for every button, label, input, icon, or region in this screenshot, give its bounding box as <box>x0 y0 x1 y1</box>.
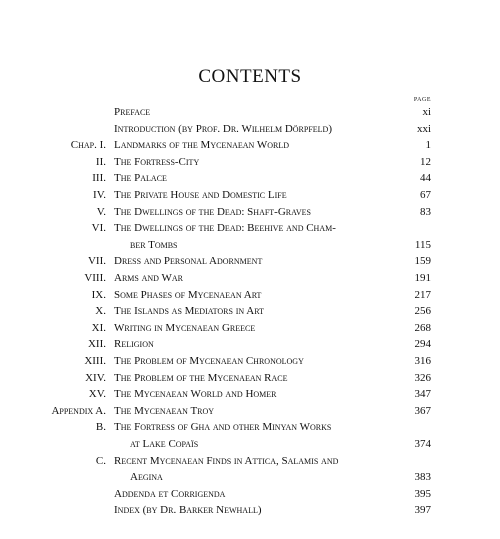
toc-entry <box>0 154 500 170</box>
toc-entry <box>0 419 500 435</box>
toc-entry-page: 294 <box>414 338 431 351</box>
toc-entry-number: C. <box>95 454 106 467</box>
toc-entry-number: V. <box>96 205 106 218</box>
toc-entry-title: The Problem of Mycenaean Chronology <box>114 355 304 367</box>
toc-entry-page: 12 <box>420 155 431 168</box>
toc-entry <box>0 137 500 153</box>
toc-entry-page: 268 <box>414 321 431 334</box>
page-title: CONTENTS <box>198 66 302 87</box>
toc-entry-page: 374 <box>414 438 431 450</box>
toc-entry-title: Introduction (by Prof. Dr. Wilhelm Dörpfeld) <box>114 122 332 135</box>
toc-entry <box>0 121 500 137</box>
toc-entry-page: 316 <box>414 355 431 367</box>
toc-entry-title: The Palace <box>114 172 167 185</box>
toc-entry-page: 159 <box>414 255 431 268</box>
page-column-label: PAGE <box>413 97 431 103</box>
toc-entry-title: The Fortress of Gha and other Minyan Works <box>114 421 332 434</box>
toc-entry-title: Recent Mycenaean Finds in Attica, Salamis and <box>114 454 339 467</box>
toc-entry-number: B. <box>95 421 106 434</box>
toc-entry-page: 44 <box>420 172 431 185</box>
toc-entry <box>0 187 500 203</box>
toc-entry-title: Religion <box>114 338 154 351</box>
toc-entry-title: Arms and War <box>114 272 183 284</box>
toc-entry-number: X. <box>95 305 106 318</box>
toc-entry-page: 191 <box>414 272 431 284</box>
toc-entry-page: 83 <box>420 205 431 218</box>
toc-entry-number: XI. <box>91 321 106 334</box>
toc-entry-page: 326 <box>414 371 431 384</box>
toc-entry <box>0 253 500 269</box>
toc-entry <box>0 403 500 419</box>
toc-entry-number: XV. <box>88 388 106 401</box>
toc-entry <box>0 220 500 236</box>
toc-entry-title: ber Tombs <box>130 238 178 251</box>
toc-entry-number: Appendix A. <box>51 404 106 417</box>
toc-entry-number: VI. <box>91 222 106 235</box>
toc-entry <box>0 370 500 386</box>
toc-entry-title: Addenda et Corrigenda <box>114 487 226 500</box>
toc-entry <box>0 469 500 485</box>
toc-entry-title: The Islands as Mediators in Art <box>114 305 264 318</box>
toc-entry-title: The Dwellings of the Dead: Beehive and Cham- <box>114 222 336 235</box>
toc-entry-number: XIII. <box>84 355 106 367</box>
toc-entry <box>0 436 500 452</box>
toc-entry <box>0 353 500 369</box>
toc-entry <box>0 453 500 469</box>
toc-entry-page: 67 <box>420 189 431 201</box>
toc-entry-title: Dress and Personal Adornment <box>114 255 263 268</box>
toc-entry-page: xxi <box>416 122 431 135</box>
toc-entry-title: Preface <box>114 106 151 118</box>
toc-entry-page: 397 <box>414 504 431 517</box>
toc-entry-page: xi <box>422 106 431 118</box>
toc-entry-number: IV. <box>93 189 106 201</box>
toc-entry-title: at Lake Copaïs <box>130 438 199 450</box>
toc-entry-title: Some Phases of Mycenaean Art <box>114 288 262 301</box>
toc-entry-title: Aegina <box>130 471 163 484</box>
toc-entry-title: The Private House and Domestic Life <box>114 189 287 201</box>
toc-entry-number: VII. <box>87 255 106 268</box>
toc-entry-title: Landmarks of the Mycenaean World <box>114 139 290 152</box>
toc-entry <box>0 320 500 336</box>
toc-entry-page: 383 <box>414 471 431 484</box>
toc-entry-number: IX. <box>91 288 106 301</box>
toc-entry <box>0 104 500 120</box>
toc-entry-page: 367 <box>414 404 431 417</box>
toc-entry <box>0 237 500 253</box>
toc-entry <box>0 486 500 502</box>
toc-entry <box>0 502 500 518</box>
toc-entry <box>0 303 500 319</box>
toc-entry-number: XII. <box>87 338 106 351</box>
toc-entry-page: 347 <box>414 388 431 401</box>
toc-entry-number: II. <box>95 155 106 168</box>
toc-entry <box>0 204 500 220</box>
toc-entry <box>0 270 500 286</box>
toc-entry-page: 256 <box>414 305 431 318</box>
toc-entry <box>0 287 500 303</box>
toc-entry <box>0 170 500 186</box>
toc-entry-page: 395 <box>414 487 431 500</box>
toc-entry-title: The Mycenaean Troy <box>114 404 215 417</box>
toc-entry-number: XIV. <box>85 371 106 384</box>
toc-entry-number: III. <box>92 172 106 185</box>
toc-entry-page: 1 <box>425 139 431 152</box>
toc-entry-page: 115 <box>414 238 431 251</box>
toc-entry-title: Index (by Dr. Barker Newhall) <box>114 504 262 517</box>
toc-entry-title: The Problem of the Mycenaean Race <box>114 371 288 384</box>
toc-entry-title: The Fortress-City <box>114 155 200 168</box>
toc-entry <box>0 386 500 402</box>
toc-entry <box>0 336 500 352</box>
toc-entry-title: Writing in Mycenaean Greece <box>114 321 256 334</box>
toc-entry-page: 217 <box>414 288 431 301</box>
toc-entry-title: The Mycenaean World and Homer <box>114 388 277 401</box>
toc-entry-title: The Dwellings of the Dead: Shaft-Graves <box>114 205 311 218</box>
toc-entry-number: Chap. I. <box>70 139 106 152</box>
toc-entry-number: VIII. <box>84 272 106 284</box>
